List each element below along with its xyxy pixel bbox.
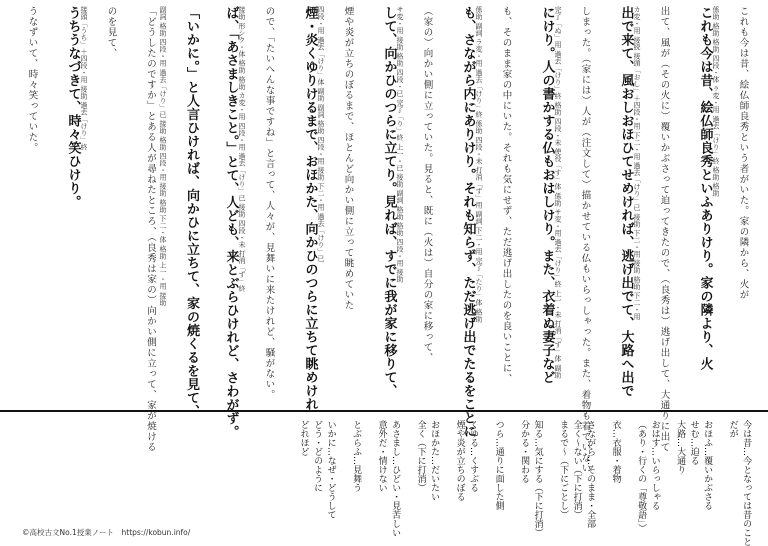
vocabulary-entry: おほふ…覆いかぶさる <box>702 420 713 510</box>
vocabulary-entry: とぶらふ…見舞う <box>351 420 362 492</box>
vocabulary-entry: 今は昔…今となっては昔のこと <box>741 420 752 546</box>
grammar-annotation: 完了「ぬ」用 過去「けり」終 格助 四段・未 使役「す」体 係助 サ変・用 過去「けり」終 上一・未 打消「ず」体 副助 <box>554 6 562 379</box>
original-text-line: も、さながら内にありけり。それも知らず、ただ逃げ出でたるをことに <box>460 6 476 438</box>
translation-line: 「どうしたのですか」とある人が尋ねたところ、（良秀は家の）向かい側に立って、家が焼ける <box>145 6 156 453</box>
grammar-annotation: 接助 形シク・体 格助 格助 カ変・用 四段・用 過去「けり」已 接助 四段・未 打消「ず」終 <box>238 6 246 293</box>
original-text-line: 「いかに。」と人言ひければ、向かひに立ちて、家の焼くるを見て、 <box>184 6 199 418</box>
grammar-annotation: カ変・用 接続 接頭「おし」＋四段・用 下二・用 過去「けり」已 接助 下二・用 接助 格助 下二・用 <box>633 6 641 321</box>
vocabulary-entry: 知る…気にする（下に打消） <box>532 420 543 537</box>
vocabulary-entry: せむ…迫る <box>688 420 699 465</box>
translation-line: これも今は昔、絵仏師良秀という者がいた。家の隣から、火が <box>737 6 749 300</box>
vocabulary-entry: 全く〜ない（下に打消） <box>571 420 582 519</box>
original-text-line: ば、「あさましきこと。」とて、人ども、来とぶらひけれど、さわがず。 <box>223 6 239 439</box>
vocabulary-entry: 大路…大通り <box>675 420 686 474</box>
vocabulary-entry: つら…通りに面した側 <box>493 420 504 510</box>
translation-line: ので、「たいへんな事ですね」と言って、人々が、見舞いに来たけれど、騒がない。 <box>263 6 275 401</box>
footer-copyright: ©高校古文No.1授業ノート https://kobun.info/ <box>22 528 191 537</box>
vocabulary-entry: まるで〜（下にごとし） <box>558 420 569 519</box>
section-divider <box>0 410 768 412</box>
grammar-annotation: 係助 格助 格助 四段・体 ラ変・用 過去「けり」終 格助 格助 <box>712 6 720 197</box>
vocabulary-entry: おほかた…だいたい <box>429 420 440 501</box>
translation-line: うなずいて、時々笑っていた。 <box>26 6 38 153</box>
grammar-annotation: サ変・用 接助 格助 四段・已 完了「り」終 上一・已 接助 副詞 格助 格助 四段・用 接助 <box>396 6 404 283</box>
original-text-line: して、向かひのつらに立てり。見れば、すでに我が家に移りて、 <box>381 6 397 398</box>
translation-line: （家の）向かい側に立っていた。見ると、既に（火は）自分の家に移って、 <box>421 6 433 363</box>
grammar-annotation: 副詞 格助 四段・用 過去「けり」已 接助 格助 四段・用 接助 格助 下二・体 格助 上一・用 接助 <box>159 6 167 306</box>
vocabulary-entry: だが <box>727 420 738 438</box>
original-text-line: これも今は昔、絵仏師良秀といふありけり。家の隣より、火 <box>697 6 713 371</box>
vocabulary-entry: 分かる・関わる <box>519 420 530 483</box>
vocabulary-entry: さながら…そのまま・全部 <box>585 420 596 528</box>
translation-line: 出て、風が（その火に）覆いかぶさって迫ってきたので、（良秀は）逃げ出して、大通りに出て <box>658 6 670 453</box>
original-text-line: にけり。人の書かする仏もおはしけり。また、衣着ぬ妻子など <box>539 6 555 384</box>
vocabulary-entry: 意外だ・情けない <box>376 420 387 492</box>
translation-line: 煙や炎が立ちのぼるまで、ほとんど向かい側に立って眺めていた <box>342 6 354 311</box>
vocabulary-entry: （あり・行くの「尊敬語」） <box>636 420 647 533</box>
vocabulary-entry: どれほど <box>298 420 309 456</box>
vocabulary-entry: 衣…衣服・着物 <box>610 420 621 483</box>
vocabulary-entry: おはす…いらっしゃる <box>649 420 660 510</box>
translation-line: しまった。（家には）人が（注文して）描かせている仏もいらっしゃった。また、着物も着ていない <box>579 6 591 474</box>
translation-line: も、そのまま家の中にいた。それも気にせず、ただ逃げ出したのを良いことに、 <box>500 6 512 384</box>
translation-line: のを見て、 <box>105 6 117 59</box>
original-text-line: うちうなづきて、時々笑ひけり。 <box>65 6 81 209</box>
grammar-annotation: 四段・用 過去「けり」体 副助 副詞 格助 四段・用 接助 下二・用 過去「けり」已 <box>317 6 325 262</box>
original-text-line: 出で来て、風おしおほひてせめければ、逃げ出でて、大路へ出で <box>618 6 634 398</box>
grammar-annotation: 接頭「うち」＋四段・用 接助 過去「けり」終 <box>80 6 88 151</box>
original-text-line: 煙・炎くゆりけるまで、おほかた、向かひのつらに立ちて眺めけれ <box>302 6 318 411</box>
vocabulary-entry: 煙や炎が立ちのぼる <box>454 420 465 501</box>
vocabulary-entry: どう・どのように <box>312 420 323 492</box>
grammar-annotation: 係助 副詞 ラ変・用 過去「けり」終 係助 四段・未 打消「ず」用 副詞 下二・用 完了「たり」体 格助 <box>475 6 483 323</box>
vocabulary-entry: 全く（下に打消） <box>415 420 426 492</box>
vocabulary-entry: くゆる…くすぶる <box>468 420 479 492</box>
vocabulary-entry: あさまし…ひどい・見苦しい <box>390 420 401 537</box>
vocabulary-entry: いかに…なぜ・どうして <box>325 420 336 519</box>
